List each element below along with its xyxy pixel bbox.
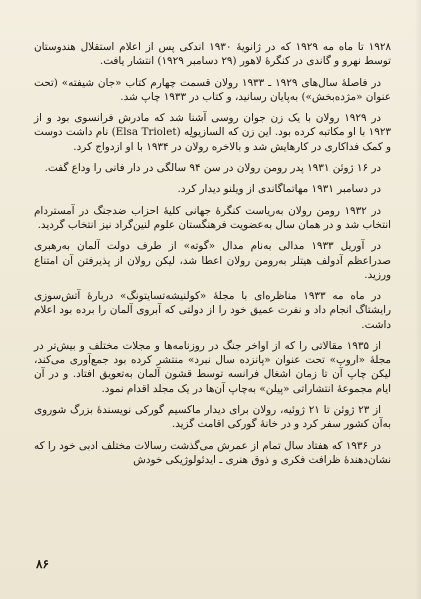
paragraph-7: در آوریل ۱۹۳۳ مدالی به‌نام مدال «گوته» از طرف دولت آلمان به‌رهبری صدراعظم آدولف هیتلر به‌رومن رولان اعطا شد، لیکن رولان از پذیرفتن آن امتناع ورزید. [34,240,391,281]
paragraph-4: در ۱۶ ژوئن ۱۹۳۱ پدر رومن رولان در سن ۹۴ سالگی در دار فانی را وداع گفت. [44,161,381,174]
page-body [34,40,391,474]
paragraph-8: در ماه مه ۱۹۳۳ مناظره‌ای با مجلهٔ «کولنیشه‌تسایتونگ» دربارهٔ آتش‌سوزی رایشتاگ انجام داد و نفرت عمیق خود را از دولتی که آبروی آلمان را برده بود اعلام داشت. [34,290,391,331]
paragraph-9: از ۱۹۳۵ مقالاتی را که از اواخر جنگ در روزنامه‌ها و مجلات مختلف و بیش‌تر در مجلهٔ «اروپ» تحت عنوان «پانزده سال نبرد» منتشر کرده بود جمع‌آوری می‌کند، لیکن چاپ آن تا زمان اشغال فرانسه توسط قشون آلمان به‌تعویق افتاد. و در آن ایام مجموعهٔ انتشاراتی «پیلن» به‌چاپ آن‌ها در یک مجلد اقدام نمود. [34,339,391,395]
paragraph-2: در فاصلهٔ سال‌های ۱۹۲۹ ـ ۱۹۳۳ رولان قسمت چهارم کتاب «جان شیفته» (تحت عنوان «مژده‌بخش») به‌پایان رسانید، و کتاب در ۱۹۳۳ چاپ شد. [34,76,391,103]
paragraph-10: از ۲۳ ژوئن تا ۲۱ ژوئیه، رولان برای دیدار ماکسیم گورکی نویسندهٔ بزرگ شوروی به‌آن کشور سفر کرد و در خانهٔ گورکی اقامت گزید. [34,403,391,431]
paragraph-6: در ۱۹۳۲ رومن رولان به‌ریاست کنگرهٔ جهانی کلیهٔ احزاب ضدجنگ در آمستردام انتخاب شد و در همان سال به‌عضویت فرهنگستان علوم لنین‌گراد نیز انتخاب گردید. [34,204,391,231]
page-number: ۸۶ [36,557,49,571]
paragraph-11: در ۱۹۳۶ که هفتاد سال تمام از عمرش می‌گذشت رسالات مختلف ادبی خود را که نشان‌دهندهٔ ظرافت فکری و ذوق هنری ـ ایدئولوژیکی خودش [34,439,391,466]
paragraph-5: در دسامبر ۱۹۳۱ مهاتماگاندی از ویلنو دیدار کرد. [177,183,381,196]
page-edge-shadow [415,0,421,599]
paragraph-3: در ۱۹۲۹ رولان با یک زن جوان روسی آشنا شد که مادرش فرانسوی بود و از ۱۹۲۳ با او مکاتبه کرده بود. این زن که السازیولِه (Elsa Triolet) نام داشت دوست و کمک فداکاری در کارهایش شد و بالاخره رولان در ۱۹۳۴ با او ازدواج کرد. [34,112,391,153]
paragraph-1: ۱۹۲۸ تا ماه مه ۱۹۲۹ که در ژانویهٔ ۱۹۳۰ اندکی پس از اعلام استقلال هندوستان توسط نهرو و گاندی در کنگرهٔ لاهور (۲۹ دسامبر ۱۹۲۹) انتشار یافت. [34,41,391,68]
